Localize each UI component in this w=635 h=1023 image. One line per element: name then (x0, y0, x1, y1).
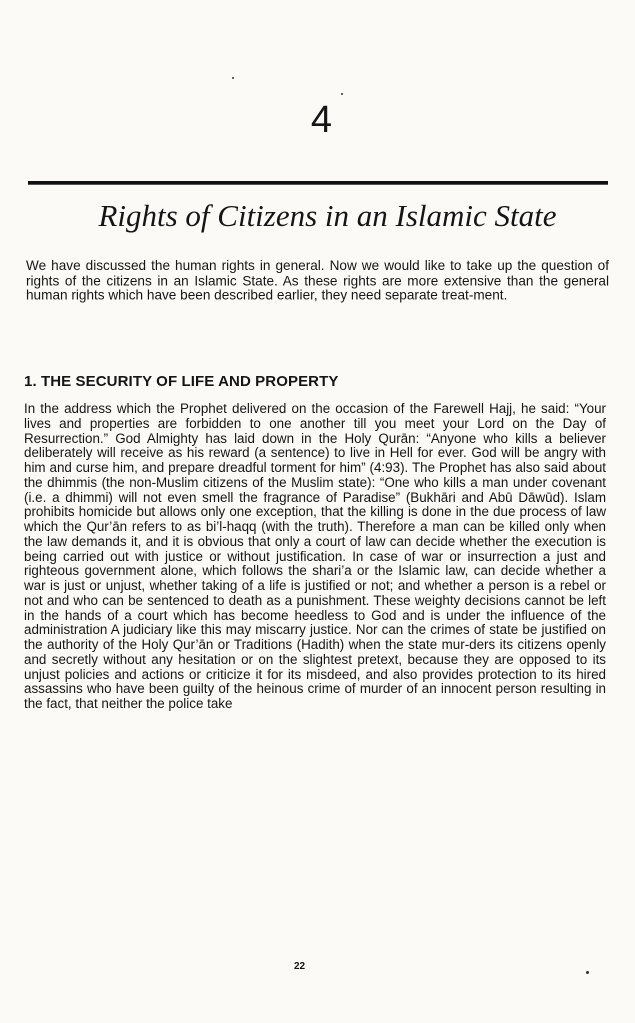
page-number: 22 (293, 961, 306, 972)
intro-paragraph: We have discussed the human rights in general. Now we would like to take up the question of rights of the citizens in an Islamic State. As these rights are more extensive than the general human rights which have been described earlier, they need separate treat-ment. (26, 257, 609, 303)
ink-speck (341, 93, 343, 95)
ink-speck (232, 77, 234, 79)
chapter-number: 4 (310, 99, 333, 141)
title-rule (28, 181, 608, 185)
chapter-title: Rights of Citizens in an Islamic State (98, 198, 557, 233)
section-body-paragraph: In the address which the Prophet delivered on the occasion of the Farewell Hajj, he said: “Your lives and properties are forbidden to one another till you meet your Lord on the Day of Resurrection.” God Almighty has laid down in the Holy Qurān: “Anyone who kills a believer deliberately will receive as his reward (a sentence) to live in Hell for ever. God will be angry with him and curse him, and prepare dreadful torment for him” (4:93). The Prophet has also said about the dhimmis (the non-Muslim citizens of the Muslim state): “One who kills a man under covenant (i.e. a dhimmi) will not even smell the fragrance of Paradise” (Bukhāri and Abū Dāwūd). Islam prohibits homicide but allows only one exception, that the killing is done in the due process of law which the Qur’ān refers to as bi’l-haqq (with the truth). Therefore a man can be killed only when the law demands it, and it is obvious that only a court of law can decide whether the execution is being carried out with justice or without justification. In case of war or insurrection a just and righteous government alone, which follows the shari’a or the Islamic law, can decide whether a war is just or unjust, whether taking of a life is justified or not; and whether a person is a rebel or not and who can be sentenced to death as a punishment. These weighty decisions cannot be left in the hands of a court which has become heedless to God and is under the influence of the administration A judiciary like this may miscarry justice. Nor can the crimes of state be justified on the authority of the Holy Qur’ān or Traditions (Hadith) when the state mur-ders its citizens openly and secretly without any hesitation or on the slightest pretext, because they are opposed to its unjust policies and actions or criticize it for its misdeed, and also provides protection to its hired assassins who have been guilty of the heinous crime of murder of an innocent person resulting in the fact, that neither the police take (24, 401, 606, 711)
ink-speck (586, 971, 589, 974)
section-heading: 1. THE SECURITY OF LIFE AND PROPERTY (24, 373, 339, 390)
